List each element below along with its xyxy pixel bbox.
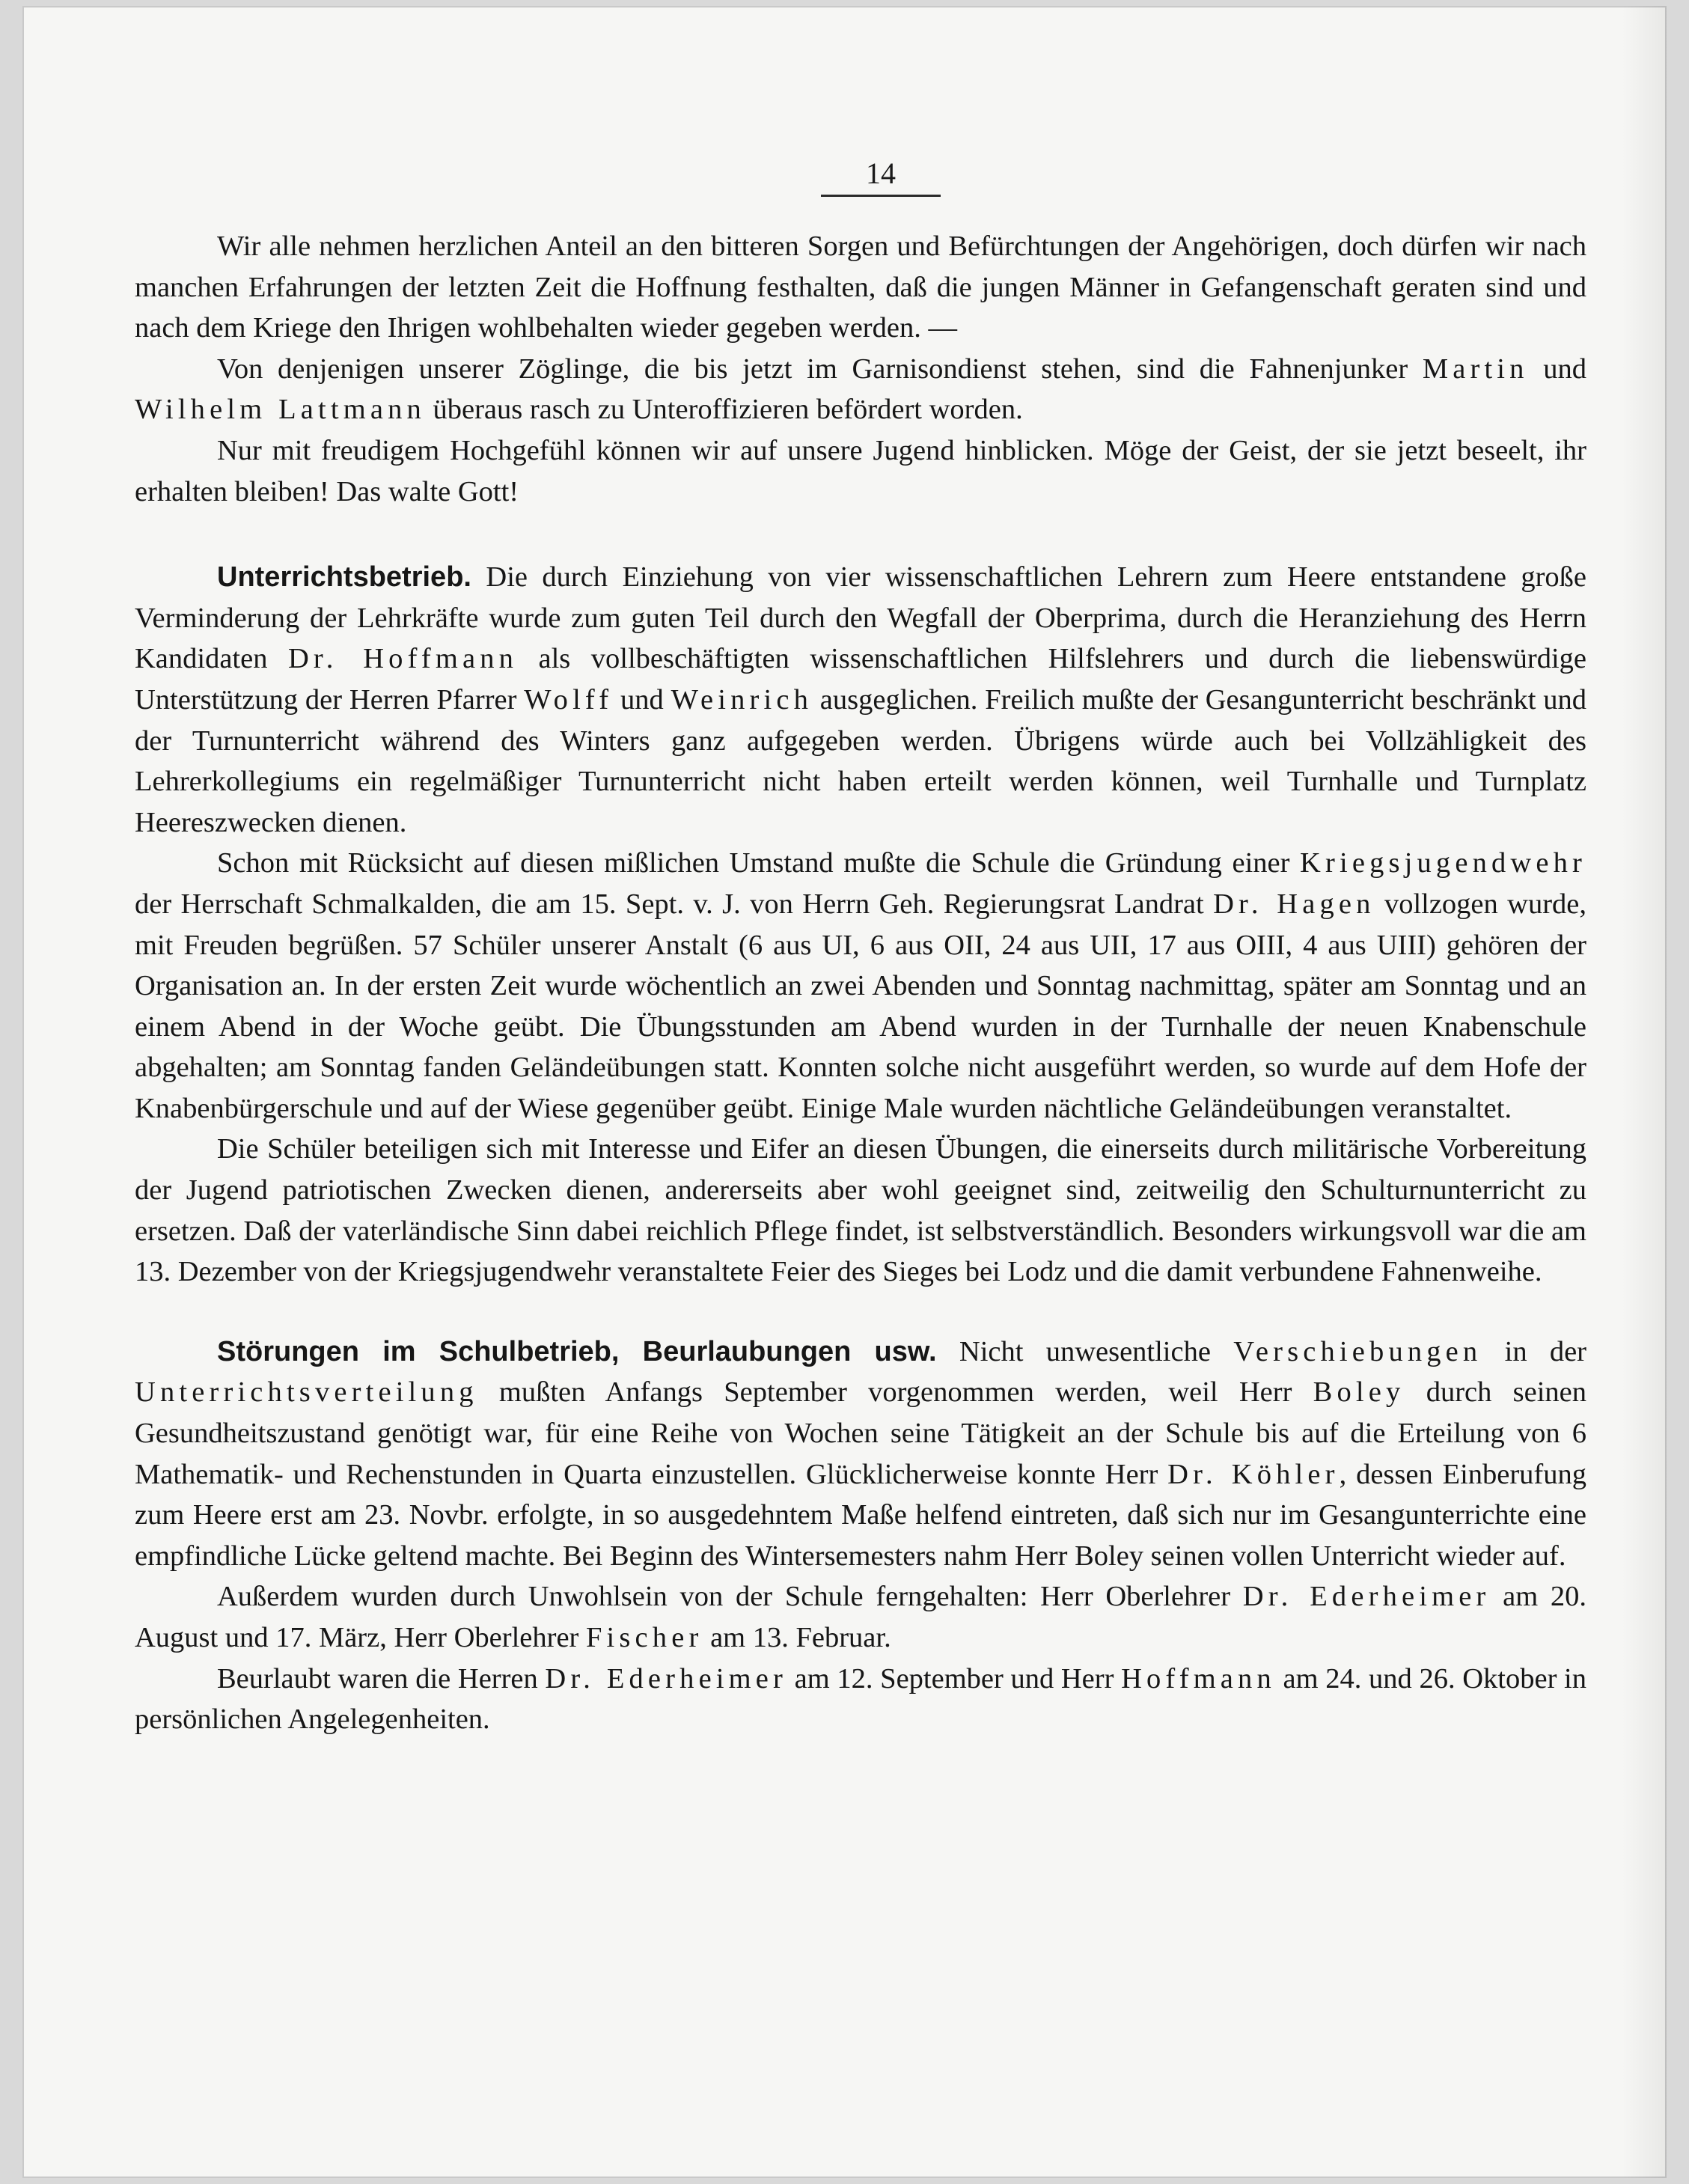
paragraph-exercises: Die Schüler beteiligen sich mit Interesse und Eifer an diesen Übungen, die einerseits durch militärische Vorbereitung der Jugend patriotischen Zwecken dienen, andererseits aber wohl geeignet sind, zeitweilig den Schulturnunterricht zu ersetzen. Daß der vaterländische Sinn dabei reichlich Pflege findet, ist selbstverständlich. Besonders wirkungsvoll war die am 13. Dezember von der Kriegsjugendwehr veranstaltete Feier des Sieges bei Lodz und die damit verbundene Fahnenweihe. (135, 1133, 1586, 1288)
paragraph-youth: Nur mit freudigem Hochgefühl können wir auf unsere Jugend hinblicken. Möge der Geist, der sie jetzt beseelt, ihr erhalten bleiben! Das walte Gott! (135, 434, 1586, 507)
text-run: am 20. August und 17. März, Herr Oberlehrer (135, 1581, 1586, 1653)
paragraph-sympathy: Wir alle nehmen herzlichen Anteil an den bitteren Sorgen und Befürchtungen der Angehörigen, doch dürfen wir nach manchen Erfahrungen der letzten Zeit die Hoffnung festhalten, daß die jungen Männer in Gefangenschaft geraten sind und nach dem Kriege den Ihrigen wohlbehalten wieder gegeben werden. — (135, 231, 1586, 344)
text-run: Von denjenigen unserer Zöglinge, die bis jetzt im Garnisondienst stehen, sind die Fahnenjunker (217, 353, 1423, 385)
text-run: mußten Anfangs September vorgenommen werden, weil Herr (477, 1376, 1313, 1409)
text-run: Außerdem wurden durch Unwohlsein von der Schule ferngehalten: Herr Oberlehrer (217, 1581, 1243, 1613)
name-dr-ederheimer: Dr. Ederheimer (545, 1662, 788, 1695)
paragraph-garrison (135, 349, 1586, 430)
text-run: Beurlaubt waren die Herren (217, 1662, 546, 1695)
text-run: am 12. September und Herr (787, 1662, 1122, 1695)
text-run: Die durch Einziehung von vier wissenschaftlichen Lehrern zum Heere entstandene große Verminderung der Lehrkräfte wurde zum guten Teil durch den Wegfall der Oberprima, durch die Heranziehung des Herrn Kandidaten (135, 561, 1586, 675)
text-run: und (1528, 353, 1587, 385)
text-run: ausgeglichen. Freilich mußte der Gesangunterricht beschränkt und der Turnunterricht während des Winters ganz aufgegeben werden. Übrigens würde auch bei Vollzähligkeit des Lehrerkollegiums ein regelmäßiger Turnunterricht nicht haben erteilt werden können, weil Turnhalle und Turnplatz Heereszwecken dienen. (135, 683, 1586, 838)
term-verschiebungen: Verschiebungen (1233, 1335, 1482, 1367)
text-run: Schon mit Rücksicht auf diesen mißlichen Umstand mußte die Schule die Gründung einer (217, 847, 1301, 879)
page-number: 14 (866, 156, 896, 190)
text-run: durch seinen Gesundheitszustand genötigt war, für eine Reihe von Wochen seine Tätigkeit an der Schule bis auf die Erteilung von 6 Mathematik- und Rechenstunden in Quarta einzustellen. Glücklicherweise konnte Herr (135, 1376, 1586, 1490)
section-gap (135, 1293, 1586, 1332)
text-run: am 13. Februar. (703, 1622, 891, 1653)
text-run: in der (1482, 1335, 1587, 1367)
paragraph-leave (135, 1659, 1586, 1740)
paragraph-stoerungen (135, 1332, 1586, 1577)
name-dr-hagen: Dr. Hagen (1213, 888, 1375, 920)
term-kriegsjugendwehr: Kriegsjugendwehr (1300, 847, 1586, 879)
page-edge-shadow (1622, 6, 1667, 2178)
page-number-rule (821, 195, 941, 197)
text-run: der Herrschaft Schmalkalden, die am 15. Sept. v. J. von Herrn Geh. Regierungsrat Landrat (135, 888, 1214, 920)
text-run: überaus rasch zu Unteroffizieren befördert worden. (425, 394, 1023, 426)
body-text (135, 226, 1586, 1740)
name-wolff: Wolff (524, 683, 614, 716)
text-run: , dessen Einberufung zum Heere erst am 23. Novbr. erfolgte, in so ausgedehntem Maße helfend eintreten, daß sich nur im Gesangunterrichte eine empfindliche Lücke geltend machte. Bei Beginn des Wintersemesters nahm Herr Boley seinen vollen Unterricht wieder auf. (135, 1458, 1586, 1572)
text-run: vollzogen wurde, mit Freuden begrüßen. 57 Schüler unserer Anstalt (6 aus UI, 6 aus OII, 24 aus UII, 17 aus OIII, 4 aus UIII) gehören der Organisation an. In der ersten Zeit wurde wöchentlich an zwei Abenden und Sonntag nachmittag, später am Sonntag und an einem Abend in der Woche geübt. Die Übungsstunden am Abend wurden in der Turnhalle der neuen Knabenschule abgehalten; am Sonntag fanden Geländeübungen statt. Konnten solche nicht ausgeführt werden, so wurde auf dem Hofe der Knabenbürgerschule und auf der Wiese gegenüber geübt. Einige Male wurden nächtliche Geländeübungen veranstaltet. (135, 888, 1586, 1124)
name-martin: Martin (1422, 353, 1529, 385)
section-heading-unterrichtsbetrieb: Unterrichtsbetrieb. (217, 561, 471, 594)
text-run: und (613, 683, 671, 716)
paragraph-kriegsjugendwehr (135, 843, 1586, 1129)
name-dr-hoffmann: Dr. Hoffmann (287, 643, 519, 675)
paragraph-illness (135, 1576, 1586, 1658)
text-run: als vollbeschäftigten wissenschaftlichen Hilfslehrers und durch die liebenswürdige Unterstützung der Herren Pfarrer (135, 643, 1586, 716)
text-run: am 24. und 26. Oktober in persönlichen Angelegenheiten. (135, 1662, 1586, 1736)
name-wilhelm-lattmann: Wilhelm Lattmann (135, 394, 426, 426)
name-fischer: Fischer (585, 1622, 703, 1653)
term-unterrichtsverteilung: Unterrichtsverteilung (135, 1376, 478, 1409)
paragraph-unterrichtsbetrieb (135, 557, 1586, 843)
name-boley: Boley (1313, 1376, 1405, 1409)
name-weinrich: Weinrich (671, 683, 813, 716)
text-run: Nicht unwesentliche (936, 1335, 1234, 1367)
name-dr-ederheimer: Dr. Ederheimer (1242, 1581, 1491, 1613)
name-dr-koehler: Dr. Köhler (1167, 1458, 1340, 1490)
section-gap (135, 512, 1586, 557)
section-heading-stoerungen: Störungen im Schulbetrieb, Beurlaubungen usw. (217, 1335, 937, 1367)
name-hoffmann: Hoffmann (1121, 1662, 1276, 1695)
